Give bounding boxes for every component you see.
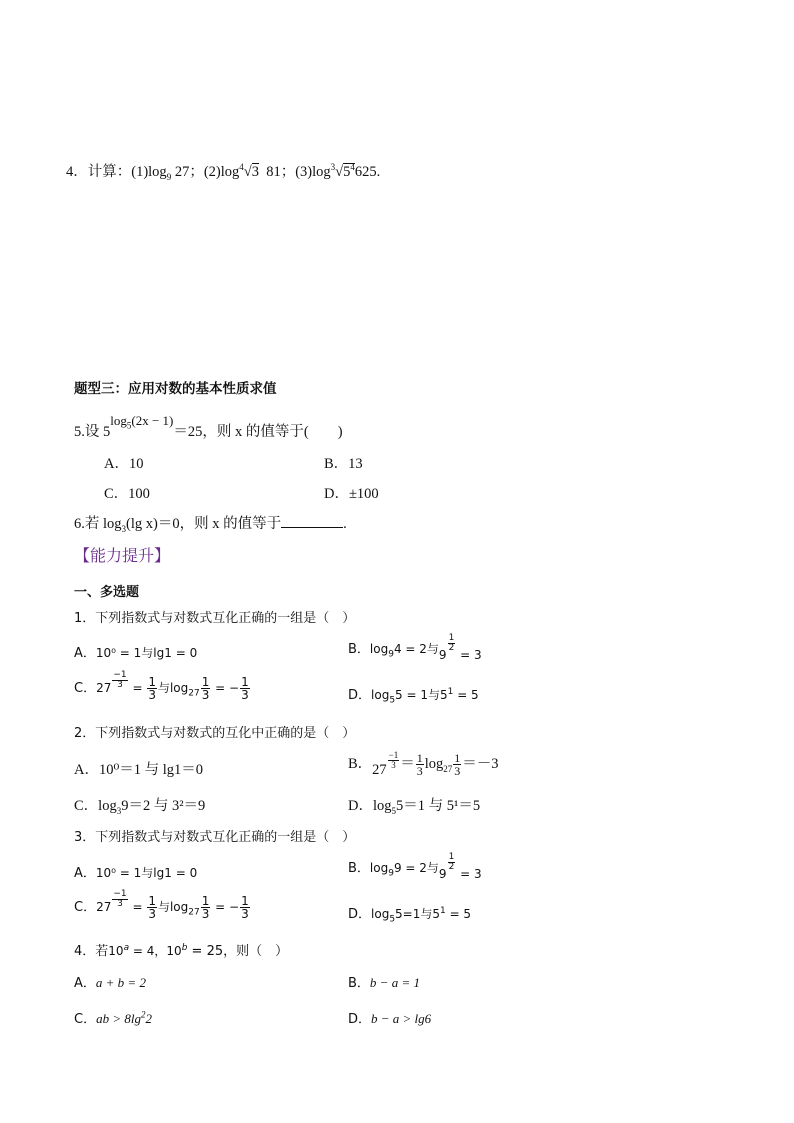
m1-stem: 1．下列指数式与对数式互化正确的一组是（ ） bbox=[74, 611, 356, 626]
root-index: 4 bbox=[239, 162, 244, 173]
answer-blank[interactable] bbox=[281, 515, 343, 528]
q6-prefix: 6.若 log bbox=[74, 516, 122, 532]
question-label: 计算： bbox=[87, 164, 132, 180]
log-base: 9 bbox=[166, 171, 172, 182]
radical-icon: √ bbox=[335, 164, 344, 180]
frac-num: 1 bbox=[393, 750, 399, 761]
frac-den: 3 bbox=[201, 907, 210, 921]
q5-tail: ＝25，则 x 的值等于( ) bbox=[173, 424, 343, 440]
radicand: 5 bbox=[343, 164, 351, 180]
radicand: 3 bbox=[251, 164, 259, 180]
multi-choice-heading: 一、多选题 bbox=[74, 585, 140, 600]
q5-option-a[interactable]: A．10 bbox=[104, 456, 144, 472]
frac-num: 1 bbox=[120, 670, 127, 680]
mid: = 4， bbox=[129, 944, 167, 958]
expr: 9 = 2与 bbox=[393, 861, 439, 875]
eq: = bbox=[128, 900, 147, 914]
question-6 bbox=[74, 512, 347, 534]
log-base: 3 bbox=[116, 805, 122, 816]
log-base: 5 bbox=[389, 914, 396, 925]
option-label: B． bbox=[348, 642, 370, 657]
option-expr: b − a > lg6 bbox=[371, 1011, 432, 1026]
log-base: 3 bbox=[121, 523, 127, 534]
base: 10 bbox=[166, 944, 182, 958]
frac-den: 3 bbox=[201, 688, 210, 702]
mid: 与log bbox=[157, 681, 189, 695]
option-label: D． bbox=[348, 1012, 372, 1027]
part-3-arg: 625. bbox=[354, 164, 381, 180]
m2-option-b[interactable]: B．27 $\frac{-1}{3}$ ＝ $\frac{1}{3}$ $\log_{27}$ $\frac{1}{3}$ ＝－3 bbox=[348, 750, 499, 779]
m1-option-d[interactable] bbox=[348, 684, 479, 705]
option-expr: 10⁰ = 1与lg1 = 0 bbox=[95, 646, 198, 660]
log: log bbox=[369, 861, 389, 875]
frac-den: 3 bbox=[391, 760, 396, 771]
exp: a bbox=[123, 943, 130, 953]
tail: = 3 bbox=[456, 867, 482, 881]
frac-num: 1 bbox=[201, 894, 210, 908]
radical-icon: √ bbox=[243, 164, 252, 180]
log-base: 9 bbox=[388, 868, 394, 879]
expr: 5 = 1与5 bbox=[395, 688, 448, 702]
eq: = − bbox=[211, 681, 240, 695]
base: 9 bbox=[438, 867, 447, 881]
q6-end: . bbox=[343, 516, 347, 532]
option-label: C． bbox=[74, 681, 97, 696]
tail: ＝－3 bbox=[462, 756, 499, 772]
log-base: 27 bbox=[188, 688, 200, 699]
base: 9 bbox=[438, 648, 447, 662]
log: log bbox=[424, 756, 444, 772]
option-expr: b − a = 1 bbox=[369, 975, 420, 990]
m3-stem: 3．下列指数式与对数式互化正确的一组是（ ） bbox=[74, 830, 356, 845]
tail: 9＝2 与 3²＝9 bbox=[121, 798, 206, 814]
log-base: 27 bbox=[443, 763, 453, 774]
m3-option-c[interactable]: C．27 $\frac{-1}{3}$ = $\frac{1}{3}$ 与$\log_{27}$ $\frac{1}{3}$ = − $\frac{1}{3}$ bbox=[74, 889, 249, 921]
expr: ab > 8lg bbox=[96, 1011, 141, 1026]
m2-option-a[interactable]: A．10⁰＝1 与 lg1＝0 bbox=[74, 762, 204, 778]
option-text: C．log bbox=[74, 798, 117, 814]
q5-option-d[interactable]: D．±100 bbox=[324, 486, 379, 502]
root-index: 3 bbox=[330, 162, 336, 173]
tail: = 5 bbox=[453, 688, 479, 702]
question-number: 4． bbox=[66, 164, 88, 180]
m1-option-c[interactable]: C．27 $\frac{-1}{3}$ = $\frac{1}{3}$ 与$\log_{27}$ $\frac{1}{3}$ = − $\frac{1}{3}$ bbox=[74, 670, 249, 702]
part-3: (3)log bbox=[295, 164, 331, 180]
frac-num: 1 bbox=[148, 675, 156, 689]
base: 27 bbox=[96, 681, 112, 695]
frac-num: 1 bbox=[241, 894, 249, 908]
expr: 4 = 2与 bbox=[393, 642, 439, 656]
m1-option-a[interactable] bbox=[74, 642, 197, 661]
part-1-arg: 27； bbox=[174, 164, 204, 180]
m4-option-c[interactable] bbox=[74, 1008, 152, 1027]
radicand-exponent: 4 bbox=[350, 162, 355, 173]
frac-den: 3 bbox=[454, 764, 461, 779]
stem-prefix: 4．若 bbox=[74, 944, 109, 959]
q5-prefix: 5.设 5 bbox=[74, 424, 111, 440]
part-1: (1)log bbox=[131, 164, 167, 180]
option-label: A． bbox=[74, 976, 96, 991]
m3-option-a[interactable] bbox=[74, 862, 197, 881]
frac-num: 1 bbox=[416, 751, 423, 766]
m2-option-d[interactable] bbox=[348, 794, 480, 816]
frac-num: 1 bbox=[148, 894, 156, 908]
base: 27 bbox=[372, 762, 387, 778]
option-label: A． bbox=[74, 646, 96, 661]
eq: = − bbox=[211, 900, 240, 914]
exp: 1 bbox=[447, 687, 454, 697]
frac-den: 2 bbox=[448, 643, 455, 653]
expr: 5=1与5 bbox=[395, 907, 441, 921]
eq: = bbox=[128, 681, 147, 695]
log-base: 5 bbox=[389, 695, 396, 706]
option-label: C． bbox=[74, 1012, 97, 1027]
m2-stem: 2．下列指数式与对数式的互化中正确的是（ ） bbox=[74, 726, 356, 741]
option-expr: a + b = 2 bbox=[95, 975, 146, 990]
tail: 5＝1 与 5¹＝5 bbox=[396, 798, 481, 814]
mid: 与log bbox=[157, 900, 189, 914]
expr-tail: 2 bbox=[145, 1011, 152, 1026]
log: log bbox=[369, 642, 389, 656]
m2-option-c[interactable] bbox=[74, 794, 205, 816]
frac-num: 1 bbox=[454, 751, 461, 766]
exp: b bbox=[181, 943, 188, 953]
log-base: 27 bbox=[188, 907, 200, 918]
m1-option-b[interactable] bbox=[348, 633, 482, 662]
option-label: B． bbox=[348, 976, 370, 991]
m4-stem bbox=[74, 940, 288, 959]
option-label: D． bbox=[348, 688, 372, 703]
ability-heading: 【能力提升】 bbox=[74, 546, 171, 565]
frac-den: 3 bbox=[416, 764, 423, 779]
option-text: D．log bbox=[348, 798, 392, 814]
part-2-arg: 81； bbox=[266, 164, 296, 180]
question-5 bbox=[74, 411, 343, 447]
m3-option-d[interactable] bbox=[348, 903, 471, 924]
m4-option-a[interactable] bbox=[74, 972, 146, 991]
stem-end: = 25，则（ ） bbox=[187, 944, 289, 959]
base: 10 bbox=[108, 944, 124, 958]
frac-num: 1 bbox=[201, 675, 210, 689]
log-base: 9 bbox=[388, 649, 394, 660]
option-label: B． bbox=[348, 861, 370, 876]
frac-den: 3 bbox=[117, 899, 123, 909]
frac-den: 3 bbox=[241, 907, 249, 921]
q5-option-b[interactable]: B．13 bbox=[324, 456, 363, 472]
tail: = 3 bbox=[456, 648, 482, 662]
frac-den: 3 bbox=[117, 680, 123, 690]
m4-option-d[interactable] bbox=[348, 1008, 431, 1027]
option-label: C． bbox=[74, 900, 97, 915]
base: 27 bbox=[96, 900, 112, 914]
eq: ＝ bbox=[400, 756, 415, 772]
q5-option-c[interactable]: C．100 bbox=[104, 486, 150, 502]
option-label: B． bbox=[348, 756, 373, 772]
option-label: D． bbox=[348, 907, 372, 922]
question-4 bbox=[66, 160, 380, 182]
exponent-log-base: 5 bbox=[126, 420, 132, 431]
option-label: A． bbox=[74, 866, 96, 881]
exp: 1 bbox=[440, 906, 446, 916]
section-title: 题型三：应用对数的基本性质求值 bbox=[74, 381, 277, 397]
option-expr: 10⁰ = 1与lg1 = 0 bbox=[95, 866, 198, 880]
frac-num: 1 bbox=[448, 852, 455, 862]
log: log bbox=[371, 688, 390, 702]
part-2: (2)log bbox=[203, 164, 240, 180]
m4-option-b[interactable] bbox=[348, 972, 420, 991]
frac-num: 1 bbox=[241, 675, 249, 689]
tail: = 5 bbox=[445, 907, 472, 921]
frac-den: 3 bbox=[241, 688, 249, 702]
frac-num: 1 bbox=[120, 889, 127, 899]
log: log bbox=[371, 907, 390, 921]
exponent-args: (2x − 1) bbox=[131, 413, 174, 428]
frac-num: 1 bbox=[448, 633, 455, 643]
frac-den: 2 bbox=[448, 862, 455, 872]
q6-tail: (lg x)＝0，则 x 的值等于 bbox=[126, 516, 282, 532]
exp: 2 bbox=[140, 1009, 146, 1020]
exponent-log: log bbox=[110, 413, 127, 428]
frac-den: 3 bbox=[148, 907, 156, 921]
frac-den: 3 bbox=[148, 688, 156, 702]
log-base: 5 bbox=[391, 805, 396, 816]
m3-option-b[interactable] bbox=[348, 852, 482, 881]
